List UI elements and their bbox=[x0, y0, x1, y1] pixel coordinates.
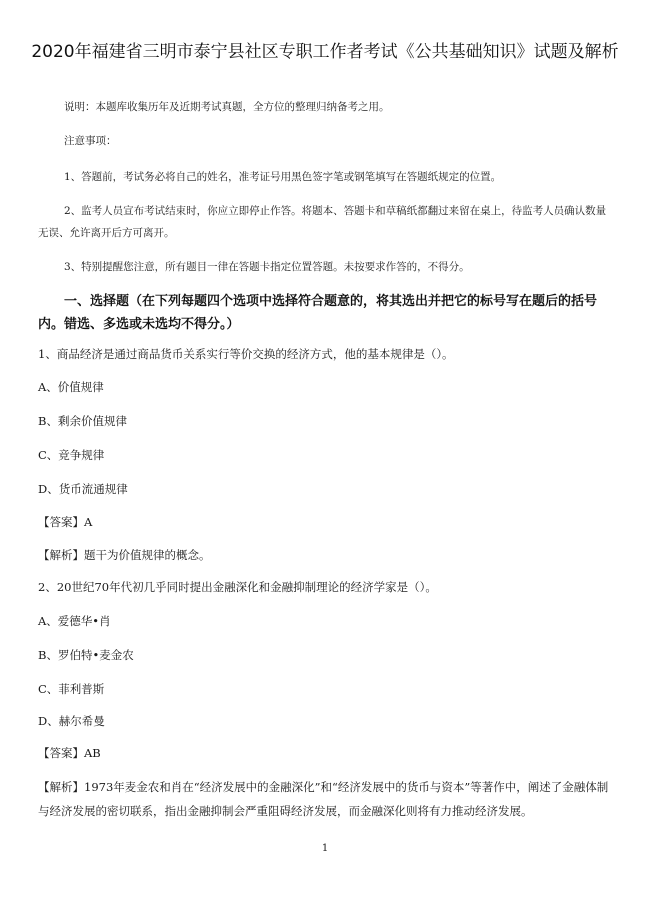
question-2-option-d: D、赫尔希曼 bbox=[38, 714, 105, 728]
intro-description: 说明：本题库收集历年及近期考试真题，全方位的整理归纳备考之用。 bbox=[64, 101, 390, 113]
question-1-option-d: D、货币流通规律 bbox=[38, 482, 128, 496]
document-title: 2020年福建省三明市泰宁县社区专职工作者考试《公共基础知识》试题及解析 bbox=[31, 42, 619, 62]
question-2-analysis: 【解析】1973年麦金农和肖在“经济发展中的金融深化”和“经济发展中的货币与资本”等著作中，阐述了金融体制与经济发展的密切联系，指出金融抑制会严重阻碍经济发展，而金融深化则将有力推动经济发展。 bbox=[38, 780, 609, 818]
question-1-stem: 1、商品经济是通过商品货币关系实行等价交换的经济方式，他的基本规律是（）。 bbox=[38, 347, 454, 361]
question-1-option-b: B、剩余价值规律 bbox=[38, 414, 127, 428]
question-2-option-c: C、菲利普斯 bbox=[38, 682, 105, 696]
question-2-option-a: A、爱德华•肖 bbox=[38, 614, 111, 628]
question-2-stem: 2、20世纪70年代初几乎同时提出金融深化和金融抑制理论的经济学家是（）。 bbox=[38, 580, 437, 594]
question-1-answer: 【答案】A bbox=[38, 515, 93, 529]
notice-heading: 注意事项： bbox=[64, 135, 117, 147]
notice-item-1: 1、答题前，考试务必将自己的姓名，准考证号用黑色签字笔或钢笔填写在答题纸规定的位置。 bbox=[64, 171, 502, 183]
question-2-option-b: B、罗伯特•麦金农 bbox=[38, 648, 134, 662]
question-2-answer: 【答案】AB bbox=[38, 746, 101, 760]
question-1-option-a: A、价值规律 bbox=[38, 380, 104, 394]
notice-item-2: 2、监考人员宣布考试结束时，你应立即停止作答。将题本、答题卡和草稿纸都翻过来留在桌上，待监考人员确认数量无误、允许离开后方可离开。 bbox=[38, 205, 607, 239]
section-heading: 一、选择题（在下列每题四个选项中选择符合题意的，将其选出并把它的标号写在题后的括号内。错选、多选或未选均不得分。） bbox=[38, 294, 598, 332]
page-number: 1 bbox=[321, 843, 329, 854]
notice-item-3: 3、特别提醒您注意，所有题目一律在答题卡指定位置答题。未按要求作答的，不得分。 bbox=[64, 261, 470, 273]
question-1-analysis: 【解析】题干为价值规律的概念。 bbox=[38, 548, 211, 562]
question-1-option-c: C、竞争规律 bbox=[38, 448, 105, 462]
